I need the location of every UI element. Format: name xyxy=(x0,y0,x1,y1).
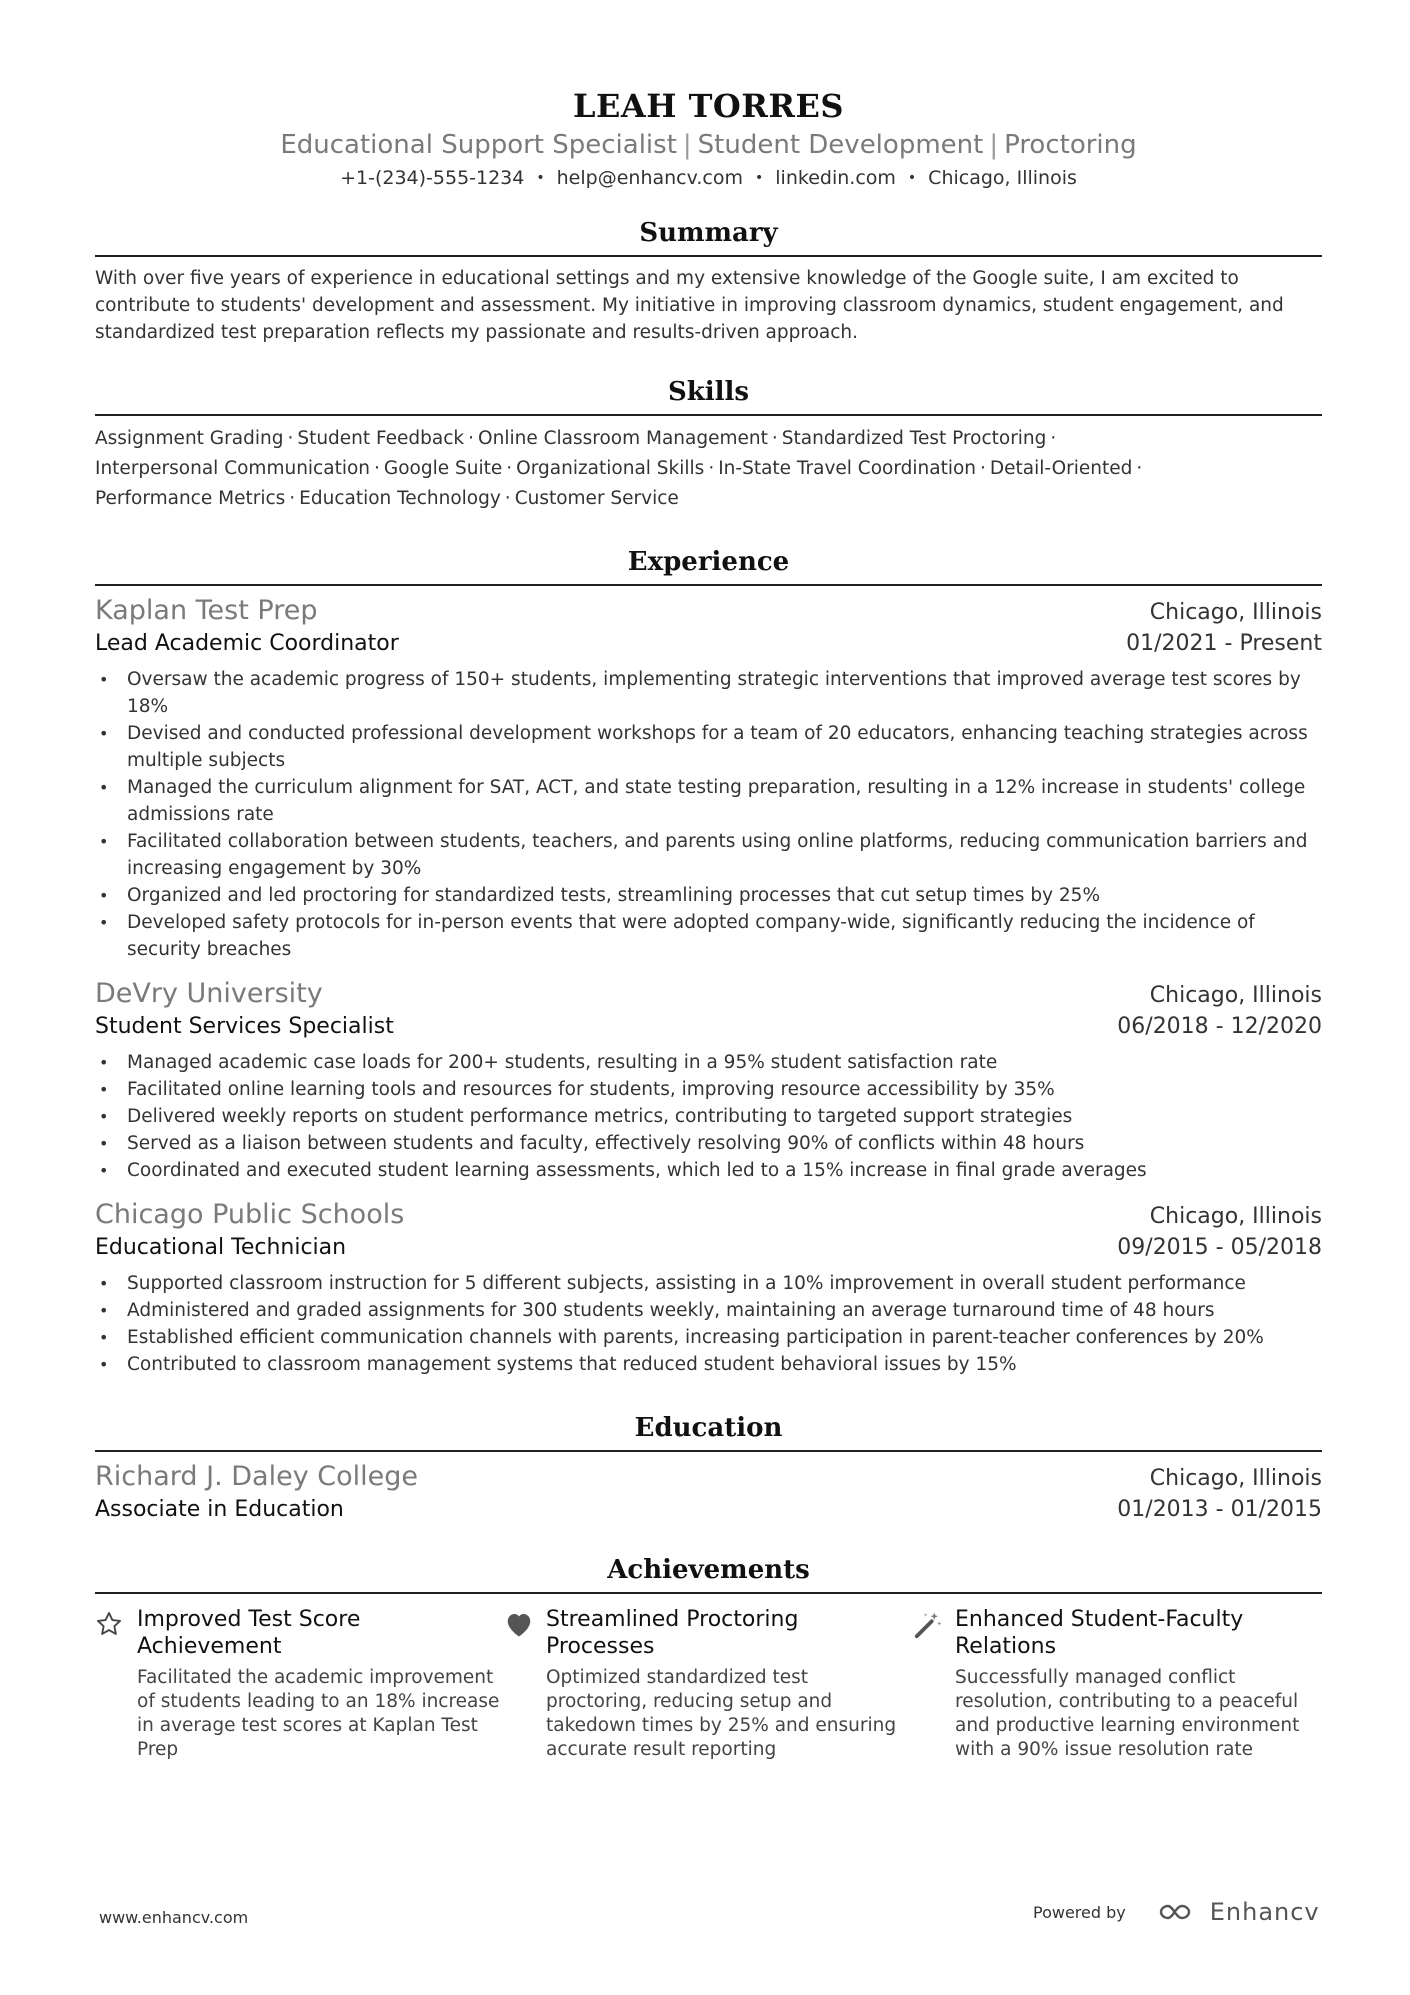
education-dates: 01/2013 - 01/2015 xyxy=(1117,1497,1322,1522)
skill-separator: · xyxy=(506,458,513,479)
achievement-description: Successfully managed conflict resolution, contributing to a peaceful and productive learning environment with a 90% issue resolution rate xyxy=(955,1667,1300,1760)
headline-title: Proctoring xyxy=(1004,130,1137,160)
skill-item: Google Suite xyxy=(383,458,503,479)
achievement-item xyxy=(504,1606,913,1762)
section-title-experience: Experience xyxy=(95,544,1322,586)
experience-entry xyxy=(95,977,1322,1184)
contact-phone[interactable]: +1-(234)-555-1234 xyxy=(340,167,525,189)
skill-separator: · xyxy=(504,488,511,509)
job-location: Chicago, Illinois xyxy=(1149,600,1322,625)
skill-separator: · xyxy=(374,458,380,479)
contact-separator: • xyxy=(907,170,917,186)
job-bullet: • Delivered weekly reports on student performance metrics, contributing to targeted support strategies xyxy=(95,1103,1322,1130)
experience-section xyxy=(95,544,1322,1378)
skill-separator: · xyxy=(1136,458,1143,479)
job-bullet: • Administered and graded assignments for 300 students weekly, maintaining an average turnaround time of 48 hours xyxy=(95,1297,1322,1324)
skill-item: Online Classroom Management xyxy=(478,428,768,449)
company-name: DeVry University xyxy=(95,978,323,1009)
experience-entry xyxy=(95,594,1322,963)
heart-icon xyxy=(504,1606,546,1762)
skill-separator: · xyxy=(708,458,715,479)
skills-section xyxy=(95,374,1322,514)
contact-line xyxy=(95,165,1322,193)
contact-location: Chicago, Illinois xyxy=(928,167,1077,189)
school-location: Chicago, Illinois xyxy=(1149,1466,1322,1491)
school-name: Richard J. Daley College xyxy=(95,1461,418,1492)
skill-item: In-State Travel Coordination xyxy=(718,458,977,479)
skills-list xyxy=(95,424,1322,514)
skill-item: Student Feedback xyxy=(297,428,465,449)
summary-section xyxy=(95,215,1322,346)
skill-item: Assignment Grading xyxy=(95,428,284,449)
achievements-section xyxy=(95,1552,1322,1762)
resume-page xyxy=(95,0,1322,1762)
contact-email[interactable]: help@enhancv.com xyxy=(556,167,744,189)
job-bullet: • Managed academic case loads for 200+ students, resulting in a 95% student satisfaction rate xyxy=(95,1049,1322,1076)
headline-title: Educational Support Specialist xyxy=(280,130,677,160)
skill-item: Education Technology xyxy=(299,488,501,509)
candidate-name: LEAH TORRES xyxy=(573,87,844,125)
skill-item: Organizational Skills xyxy=(516,458,705,479)
summary-text: With over five years of experience in educational settings and my extensive knowledge of the Google suite, I am excited to contribute to students' development and assessment. My initiative in improving classroom dynamics, student engagement, and standardized test preparation reflects my passionate and results-driven approach. xyxy=(95,268,1284,343)
magic-wand-icon xyxy=(913,1606,955,1762)
job-bullets xyxy=(95,1270,1322,1378)
education-entry xyxy=(95,1460,1322,1526)
job-bullet: • Coordinated and executed student learning assessments, which led to a 15% increase in final grade averages xyxy=(95,1157,1322,1184)
company-name: Chicago Public Schools xyxy=(95,1199,405,1230)
headline-separator: | xyxy=(682,130,692,160)
contact-linkedin[interactable]: linkedin.com xyxy=(775,167,896,189)
job-bullet: • Managed the curriculum alignment for SAT, ACT, and state testing preparation, resulting in a 12% increase in students' college admissions rate xyxy=(95,774,1322,828)
headline-title: Student Development xyxy=(697,130,984,160)
achievement-description: Optimized standardized test proctoring, reducing setup and takedown times by 25% and ensuring accurate result reporting xyxy=(546,1667,897,1760)
skill-item: Detail-Oriented xyxy=(989,458,1133,479)
headline xyxy=(95,128,1322,162)
job-dates: 06/2018 - 12/2020 xyxy=(1117,1014,1322,1039)
skill-separator: · xyxy=(980,458,986,479)
achievement-item xyxy=(95,1606,504,1762)
job-bullet: • Contributed to classroom management systems that reduced student behavioral issues by 15% xyxy=(95,1351,1322,1378)
achievement-item xyxy=(913,1606,1322,1762)
star-icon xyxy=(95,1606,137,1762)
job-title: Lead Academic Coordinator xyxy=(95,631,399,656)
job-bullet: • Oversaw the academic progress of 150+ students, implementing strategic interventions that improved average test scores by 18% xyxy=(95,666,1322,720)
achievement-description: Facilitated the academic improvement of students leading to an 18% increase in average test scores at Kaplan Test Prep xyxy=(137,1667,500,1760)
headline-separator: | xyxy=(989,130,999,160)
job-location: Chicago, Illinois xyxy=(1149,1204,1322,1229)
brand-name[interactable]: Enhancv xyxy=(1209,1898,1320,1926)
skill-separator: · xyxy=(468,428,475,449)
footer-branding xyxy=(1033,1898,1320,1926)
skill-item: Interpersonal Communication xyxy=(95,458,371,479)
contact-separator: • xyxy=(536,170,545,186)
education-section xyxy=(95,1410,1322,1526)
job-bullet: • Devised and conducted professional development workshops for a team of 20 educators, enhancing teaching strategies across multiple subjects xyxy=(95,720,1322,774)
job-dates: 09/2015 - 05/2018 xyxy=(1117,1235,1322,1260)
job-bullet: • Organized and led proctoring for standardized tests, streamlining processes that cut setup times by 25% xyxy=(95,882,1322,909)
powered-by-label: Powered by xyxy=(1033,1902,1126,1922)
footer-website[interactable]: www.enhancv.com xyxy=(99,1908,249,1927)
job-bullet: • Developed safety protocols for in-person events that were adopted company-wide, significantly reducing the incidence of security breaches xyxy=(95,909,1322,963)
skill-item: Customer Service xyxy=(514,488,679,509)
job-bullet: • Facilitated online learning tools and resources for students, improving resource accessibility by 35% xyxy=(95,1076,1322,1103)
skill-separator: · xyxy=(771,428,778,449)
enhancv-logo-icon xyxy=(1154,1900,1202,1924)
section-title-summary: Summary xyxy=(95,215,1322,257)
achievement-title: Streamlined Proctoring Processes xyxy=(546,1607,799,1659)
contact-separator: • xyxy=(755,170,764,186)
section-title-education: Education xyxy=(95,1410,1322,1452)
skill-separator: · xyxy=(1050,428,1057,449)
job-dates: 01/2021 - Present xyxy=(1126,631,1322,656)
skill-item: Standardized Test Proctoring xyxy=(781,428,1047,449)
achievements-grid xyxy=(95,1606,1322,1762)
job-bullet: • Facilitated collaboration between students, teachers, and parents using online platforms, reducing communication barriers and increasing engagement by 30% xyxy=(95,828,1322,882)
job-bullets xyxy=(95,1049,1322,1184)
job-bullets xyxy=(95,666,1322,963)
skill-separator: · xyxy=(289,488,296,509)
degree: Associate in Education xyxy=(95,1497,344,1522)
skill-separator: · xyxy=(287,428,294,449)
job-title: Student Services Specialist xyxy=(95,1014,394,1039)
skill-item: Performance Metrics xyxy=(95,488,286,509)
section-title-skills: Skills xyxy=(95,374,1322,416)
job-location: Chicago, Illinois xyxy=(1149,983,1322,1008)
job-bullet: • Supported classroom instruction for 5 different subjects, assisting in a 10% improvement in overall student performance xyxy=(95,1270,1322,1297)
company-name: Kaplan Test Prep xyxy=(95,595,318,626)
job-bullet: • Established efficient communication channels with parents, increasing participation in parent-teacher conferences by 20% xyxy=(95,1324,1322,1351)
job-title: Educational Technician xyxy=(95,1235,347,1260)
achievement-title: Improved Test Score Achievement xyxy=(137,1607,361,1659)
section-title-achievements: Achievements xyxy=(95,1552,1322,1594)
job-bullet: • Served as a liaison between students and faculty, effectively resolving 90% of conflicts within 48 hours xyxy=(95,1130,1322,1157)
achievement-title: Enhanced Student-Faculty Relations xyxy=(955,1607,1244,1659)
experience-entry xyxy=(95,1198,1322,1378)
